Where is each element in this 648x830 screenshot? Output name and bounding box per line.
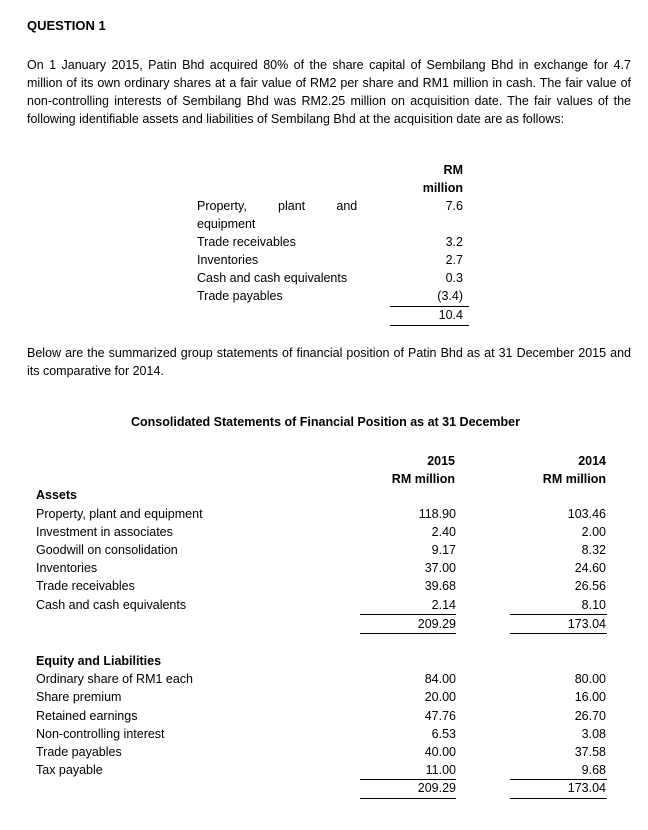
row-label: Retained earnings (36, 709, 138, 723)
fv-value: 2.7 (445, 253, 463, 267)
value-2015: 2.14 (431, 598, 456, 612)
row-label: Tax payable (36, 763, 103, 777)
value-2015: 39.68 (424, 579, 456, 593)
value-2014: 2.00 (581, 525, 606, 539)
row-label: Investment in associates (36, 525, 173, 539)
value-2014: 37.58 (574, 745, 606, 759)
equity-total-2015: 209.29 (417, 781, 456, 795)
equity-total-row (36, 781, 616, 799)
col-unit-2015: RM million (391, 472, 455, 486)
table-row (36, 672, 616, 690)
row-label: Trade payables (36, 745, 122, 759)
fv-label: Trade receivables (197, 235, 296, 249)
fv-unit-rm: RM (443, 163, 463, 177)
value-2015: 118.90 (418, 507, 456, 521)
equity-total-rule-2015 (360, 798, 456, 799)
col-year-2014: 2014 (578, 454, 606, 468)
table-row (36, 561, 616, 579)
fv-row (197, 199, 469, 217)
assets-total-2015: 209.29 (417, 617, 456, 631)
value-2015: 2.40 (431, 525, 456, 539)
value-2014: 16.00 (574, 690, 606, 704)
assets-total-rule-2015 (360, 633, 456, 634)
fv-row (197, 271, 469, 289)
fv-subtotal-rule (390, 306, 469, 307)
value-2014: 80.00 (574, 672, 606, 686)
assets-total-rule-2014 (510, 633, 607, 634)
row-label: Property, plant and equipment (36, 507, 203, 521)
question-title: QUESTION 1 (27, 18, 106, 33)
col-unit-2014: RM million (542, 472, 606, 486)
assets-subtotal-rule-2015 (360, 614, 456, 615)
equity-subtotal-rule-2015 (360, 779, 456, 780)
value-2014: 8.32 (581, 543, 606, 557)
intro-paragraph: On 1 January 2015, Patin Bhd acquired 80% of the share capital of Sembilang Bhd in exchange for 4.7 million of its own ordinary shares at a fair value of RM2 per share and RM1 million in cash. The fair value of non-controlling interests of Sembilang Bhd was RM2.25 million on acquisition date. The fair values of the following identifiable assets and liabilities of Sembilang Bhd at the acquisition date are as follows: (27, 58, 631, 126)
fv-row (197, 253, 469, 271)
row-label: Goodwill on consolidation (36, 543, 178, 557)
table-row (36, 690, 616, 708)
table-row (36, 525, 616, 543)
fv-label: Cash and cash equivalents (197, 271, 348, 285)
value-2014: 3.08 (581, 727, 606, 741)
value-2015: 11.00 (425, 763, 456, 777)
col-year-2015: 2015 (427, 454, 455, 468)
fv-label: Property, plant and (197, 199, 358, 213)
value-2014: 24.60 (574, 561, 606, 575)
table-row (36, 727, 616, 745)
value-2014: 26.56 (574, 579, 606, 593)
equity-total-rule-2014 (510, 798, 607, 799)
value-2014: 103.46 (567, 507, 606, 521)
row-label: Ordinary share of RM1 each (36, 672, 194, 686)
table-row (36, 543, 616, 561)
value-2015: 20.00 (424, 690, 456, 704)
table-row (36, 579, 616, 597)
fv-value: (3.4) (437, 289, 463, 303)
fv-unit-million: million (422, 181, 463, 195)
value-2015: 40.00 (424, 745, 456, 759)
fv-total-rule (390, 325, 469, 326)
row-label: Trade receivables (36, 579, 135, 593)
equity-heading: Equity and Liabilities (36, 654, 162, 668)
value-2015: 9.17 (431, 543, 456, 557)
fv-total-row (197, 308, 469, 326)
value-2014: 26.70 (574, 709, 606, 723)
fv-row (197, 289, 469, 307)
fv-total-value: 10.4 (438, 308, 463, 322)
statement-title: Consolidated Statements of Financial Position as at 31 December (131, 415, 520, 429)
col-header-2014 (510, 452, 606, 488)
row-label: Inventories (36, 561, 98, 575)
fv-label: Trade payables (197, 289, 283, 303)
value-2014: 9.68 (581, 763, 606, 777)
row-label: Share premium (36, 690, 122, 704)
value-2015: 37.00 (424, 561, 456, 575)
value-2015: 6.53 (431, 727, 456, 741)
value-2014: 8.10 (581, 598, 606, 612)
assets-heading: Assets (36, 488, 77, 502)
fv-row (197, 235, 469, 253)
fv-label: Inventories (197, 253, 259, 267)
value-2015: 84.00 (424, 672, 456, 686)
table-row (36, 709, 616, 727)
table-row (36, 745, 616, 763)
row-label: Non-controlling interest (36, 727, 165, 741)
fv-row-continuation (197, 217, 469, 235)
assets-subtotal-rule-2014 (510, 614, 607, 615)
fv-value: 3.2 (445, 235, 463, 249)
below-paragraph: Below are the summarized group statements of financial position of Patin Bhd as at 31 December 2015 and its comparative for 2014. (27, 346, 631, 378)
fv-value: 7.6 (445, 199, 463, 213)
equity-subtotal-rule-2014 (510, 779, 607, 780)
table-row (36, 507, 616, 525)
value-2015: 47.76 (424, 709, 456, 723)
fv-value: 0.3 (445, 271, 463, 285)
col-header-2015 (360, 452, 455, 488)
fv-label: equipment (197, 217, 256, 231)
assets-total-2014: 173.04 (567, 617, 606, 631)
equity-total-2014: 173.04 (567, 781, 606, 795)
row-label: Cash and cash equivalents (36, 598, 187, 612)
